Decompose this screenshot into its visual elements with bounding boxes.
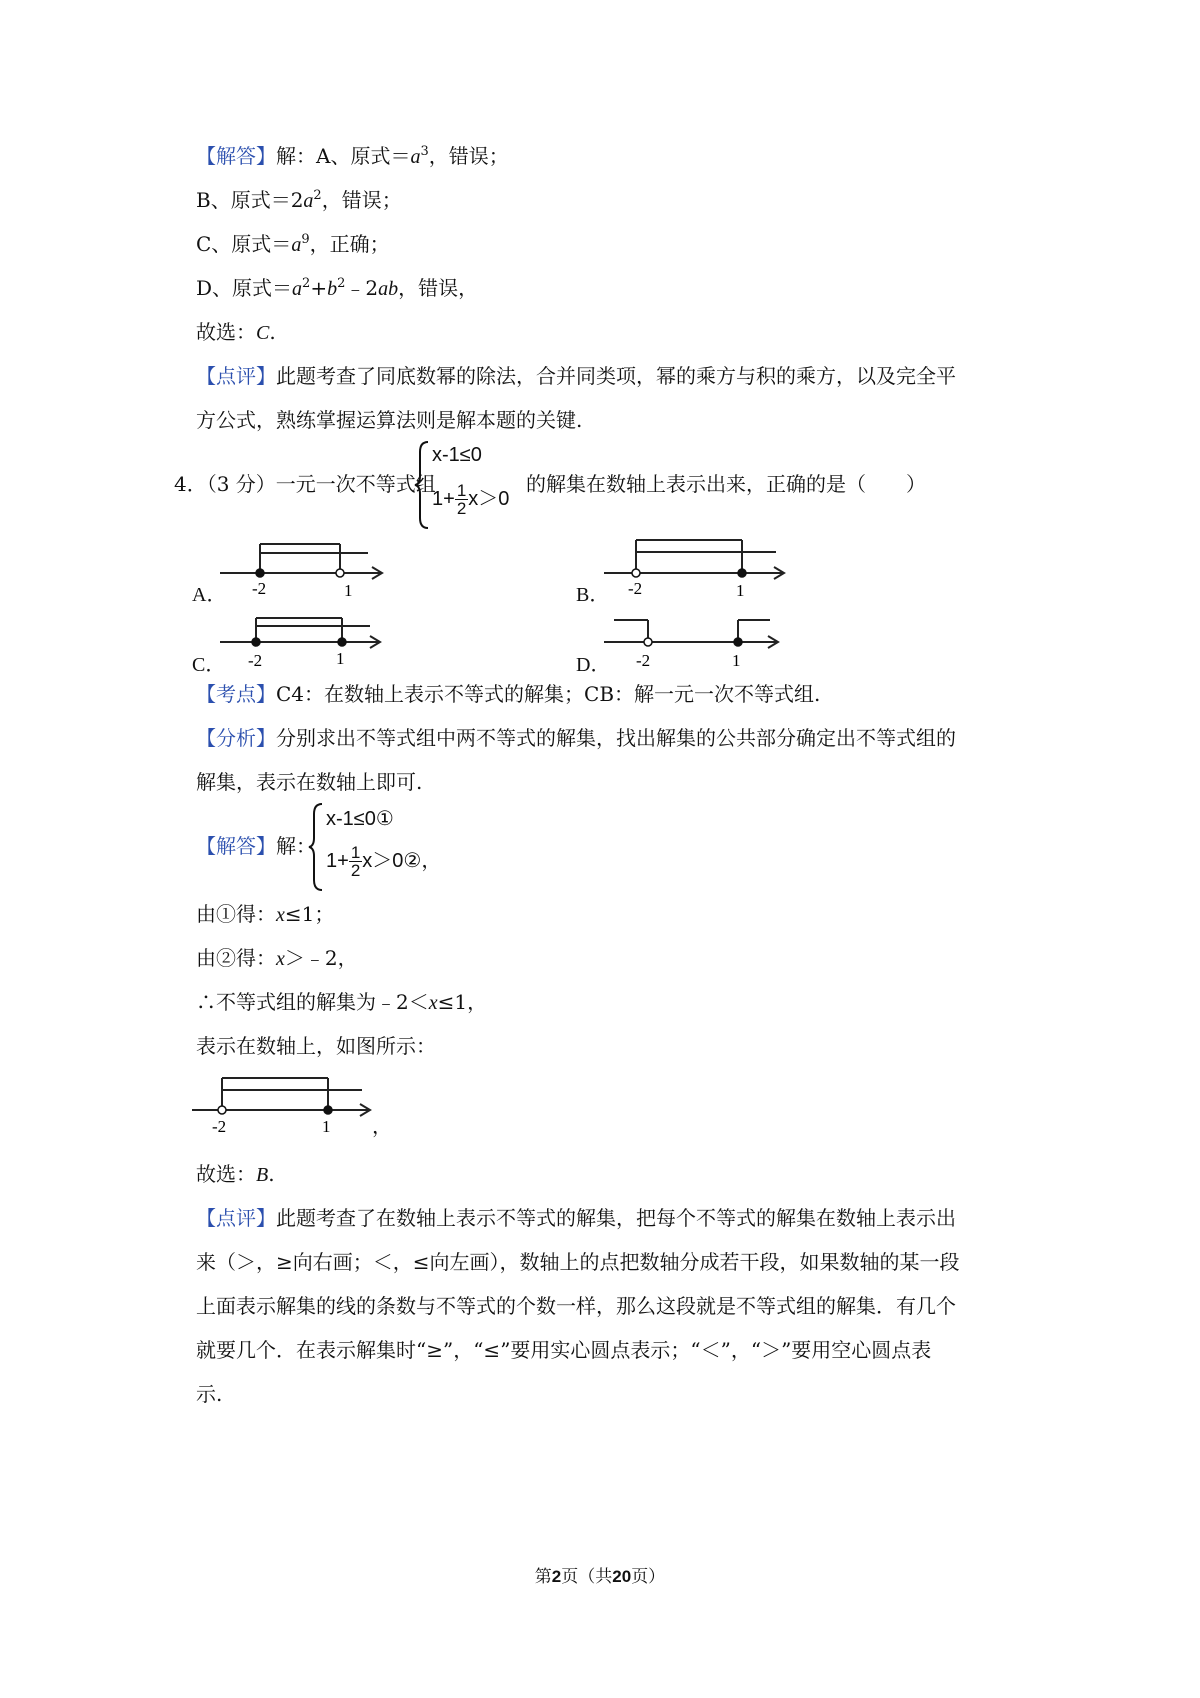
fenxi-line2: 解集，表示在数轴上即可. [196,770,423,794]
tick-label: -2 [248,651,263,670]
tick-label: 1 [736,581,745,600]
option-d-number-line [604,604,794,676]
page-footer: 第2页（共20页） [534,1567,666,1586]
page-total: 20 [612,1567,632,1586]
filled-dot [256,569,264,577]
page-number: 2 [551,1567,562,1586]
comment2-line2: 来（＞，≥向右画；＜，≤向左画），数轴上的点把数轴分成若干段，如果数轴的某一段 [196,1250,960,1274]
filled-dot [734,638,742,646]
question4-prefix: 4．（3 分）一元一次不等式组 [174,472,436,496]
open-dot [632,569,640,577]
kaodian-line: 【考点】C4：在数轴上表示不等式的解集；CB：解一元一次不等式组. [196,682,821,706]
tick-label: -2 [636,651,651,670]
fenxi-tag: 【分析】 [196,726,276,750]
filled-dot [252,638,260,646]
answer1-line-a: 【解答】解：A、原式$=a^3$，错误； [196,144,509,168]
answer1-line-d: D、原式$=a^2+b^2﹣2ab$，错误， [196,276,479,300]
answer2-ineq1: x-1≤0① [326,808,394,830]
answer2-step3: ∴不等式组的解集为﹣2＜x≤1， [196,990,488,1014]
comment-tag: 【点评】 [196,364,276,388]
tick-label: -2 [628,579,643,598]
answer2-brace [306,802,326,892]
fraction-half: $\frac{1}{2}$ [456,481,467,519]
question4-brace [412,440,432,530]
option-a-label: A． [192,584,227,606]
answer-tag: 【解答】 [196,144,276,168]
filled-dot [338,638,346,646]
answer1-choice: 故选：C. [196,320,276,344]
option-b-number-line [604,532,794,604]
comment-tag: 【点评】 [196,1206,276,1230]
open-dot [218,1106,226,1114]
tick-label: 1 [336,649,345,668]
answer2-step4: 表示在数轴上，如图所示： [196,1034,436,1058]
answer1-line-c: C、原式$=a^9$，正确； [196,232,390,256]
option-c-label: C． [192,654,226,676]
question4-ineq2: 1+ $\frac{1}{2}$ x＞0 [432,481,510,519]
kaodian-tag: 【考点】 [196,682,276,706]
open-dot [336,569,344,577]
filled-dot [324,1106,332,1114]
comment1-line2: 方公式，熟练掌握运算法则是解本题的关键. [196,408,583,432]
answer2-step2: 由②得：x＞﹣2， [196,946,358,970]
option-a-number-line [220,532,400,604]
option-d-label: D． [576,654,611,676]
tick-label: 1 [344,581,353,600]
option-b-label: B． [576,584,610,606]
figure-comma: ， [372,1114,392,1138]
open-dot [644,638,652,646]
answer1-line-b: B、原式$=2a^2$，错误； [196,188,402,212]
tick-label: -2 [252,579,267,598]
answer2-lead: 【解答】解： [196,834,316,858]
fraction-half: $\frac{1}{2}$ [350,843,361,881]
question4-suffix: 的解集在数轴上表示出来，正确的是（ ） [526,472,926,496]
tick-label: 1 [732,651,741,670]
comment2-line5: 示. [196,1382,223,1406]
comment2-line4: 就要几个．在表示解集时“≥”，“≤”要用实心圆点表示；“＜”，“＞”要用空心圆点表 [196,1338,932,1362]
comment2-line3: 上面表示解集的线的条数与不等式的个数一样，那么这段就是不等式组的解集．有几个 [196,1294,956,1318]
tick-label: 1 [322,1117,331,1136]
comment1-line1: 【点评】此题考查了同底数幂的除法，合并同类项，幂的乘方与积的乘方，以及完全平 [196,364,956,388]
comment2-line1: 【点评】此题考查了在数轴上表示不等式的解集，把每个不等式的解集在数轴上表示出 [196,1206,956,1230]
tick-label: -2 [212,1117,227,1136]
solution-number-line [192,1070,392,1140]
answer2-choice: 故选：B. [196,1162,275,1186]
question4-ineq1: x-1≤0 [432,444,482,466]
filled-dot [738,569,746,577]
fenxi-line1: 【分析】分别求出不等式组中两不等式的解集，找出解集的公共部分确定出不等式组的 [196,726,956,750]
answer-tag: 【解答】 [196,834,276,858]
option-c-number-line [220,604,400,676]
answer2-step1: 由①得：x≤1； [196,902,335,926]
answer2-ineq2: 1+ $\frac{1}{2}$ x＞0②， [326,843,442,881]
